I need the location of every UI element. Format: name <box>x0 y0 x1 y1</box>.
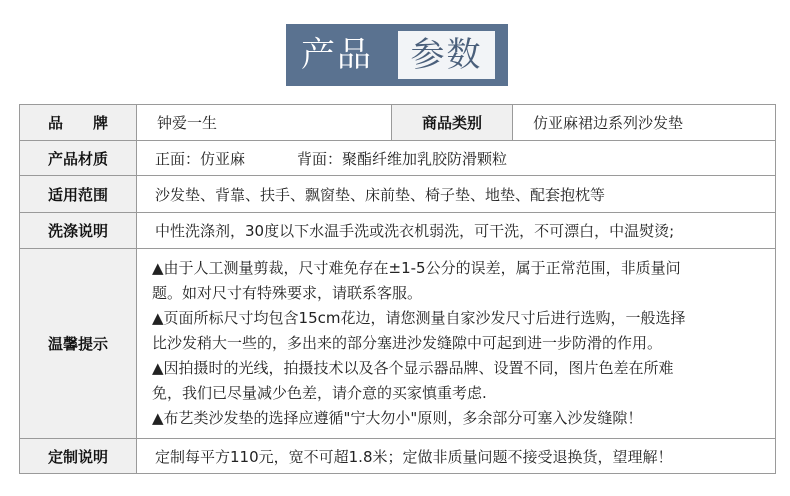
spec-table <box>19 104 776 474</box>
brand-label: 品 牌 <box>20 105 137 141</box>
tips-label: 温馨提示 <box>20 249 137 439</box>
scope-value: 沙发垫、背靠、扶手、飘窗垫、床前垫、椅子垫、地垫、配套抱枕等 <box>137 176 776 213</box>
tip-line: ▲由于人工测量剪裁，尺寸难免存在±1-5公分的误差，属于正常范围，非质量问 <box>152 259 681 277</box>
tip-line: ▲因拍摄时的光线，拍摄技术以及各个显示器品牌、设置不同，图片色差在所难 <box>152 359 674 377</box>
table-row-washing <box>20 213 776 249</box>
category-value: 仿亚麻裙边系列沙发垫 <box>513 105 776 141</box>
title-banner <box>286 24 508 86</box>
tip-line: 免，我们已尽量减少色差，请介意的买家慎重考虑. <box>152 384 487 402</box>
washing-label: 洗涤说明 <box>20 213 137 249</box>
scope-label: 适用范围 <box>20 176 137 213</box>
table-row-tips <box>20 249 776 439</box>
material-label: 产品材质 <box>20 141 137 176</box>
title-part-2: 参数 <box>398 31 495 79</box>
washing-value: 中性洗涤剂，30度以下水温手洗或洗衣机弱洗，可干洗，不可漂白，中温熨烫; <box>137 213 776 249</box>
material-value <box>137 141 776 176</box>
table-row-scope <box>20 176 776 213</box>
material-front: 正面：仿亚麻 <box>155 149 246 168</box>
brand-value: 钟爱一生 <box>137 105 392 141</box>
table-row-material <box>20 141 776 176</box>
custom-label: 定制说明 <box>20 439 137 474</box>
tip-line: ▲页面所标尺寸均包含15cm花边，请您测量自家沙发尺寸后进行选购，一般选择 <box>152 309 686 327</box>
tip-line: 比沙发稍大一些的，多出来的部分塞进沙发缝隙中可起到进一步防滑的作用。 <box>152 334 663 352</box>
title-part-1: 产品 <box>301 35 373 75</box>
custom-value: 定制每平方110元，宽不可超1.8米；定做非质量问题不接受退换货，望理解！ <box>137 439 776 474</box>
table-row-custom <box>20 439 776 474</box>
tip-line: ▲布艺类沙发垫的选择应遵循"宁大勿小"原则，多余部分可塞入沙发缝隙！ <box>152 409 643 427</box>
tips-value <box>137 249 776 439</box>
table-row-brand <box>20 105 776 141</box>
material-back: 背面：聚酯纤维加乳胶防滑颗粒 <box>297 149 508 168</box>
tip-line: 题。如对尺寸有特殊要求，请联系客服。 <box>152 284 423 302</box>
category-label: 商品类别 <box>392 105 513 141</box>
